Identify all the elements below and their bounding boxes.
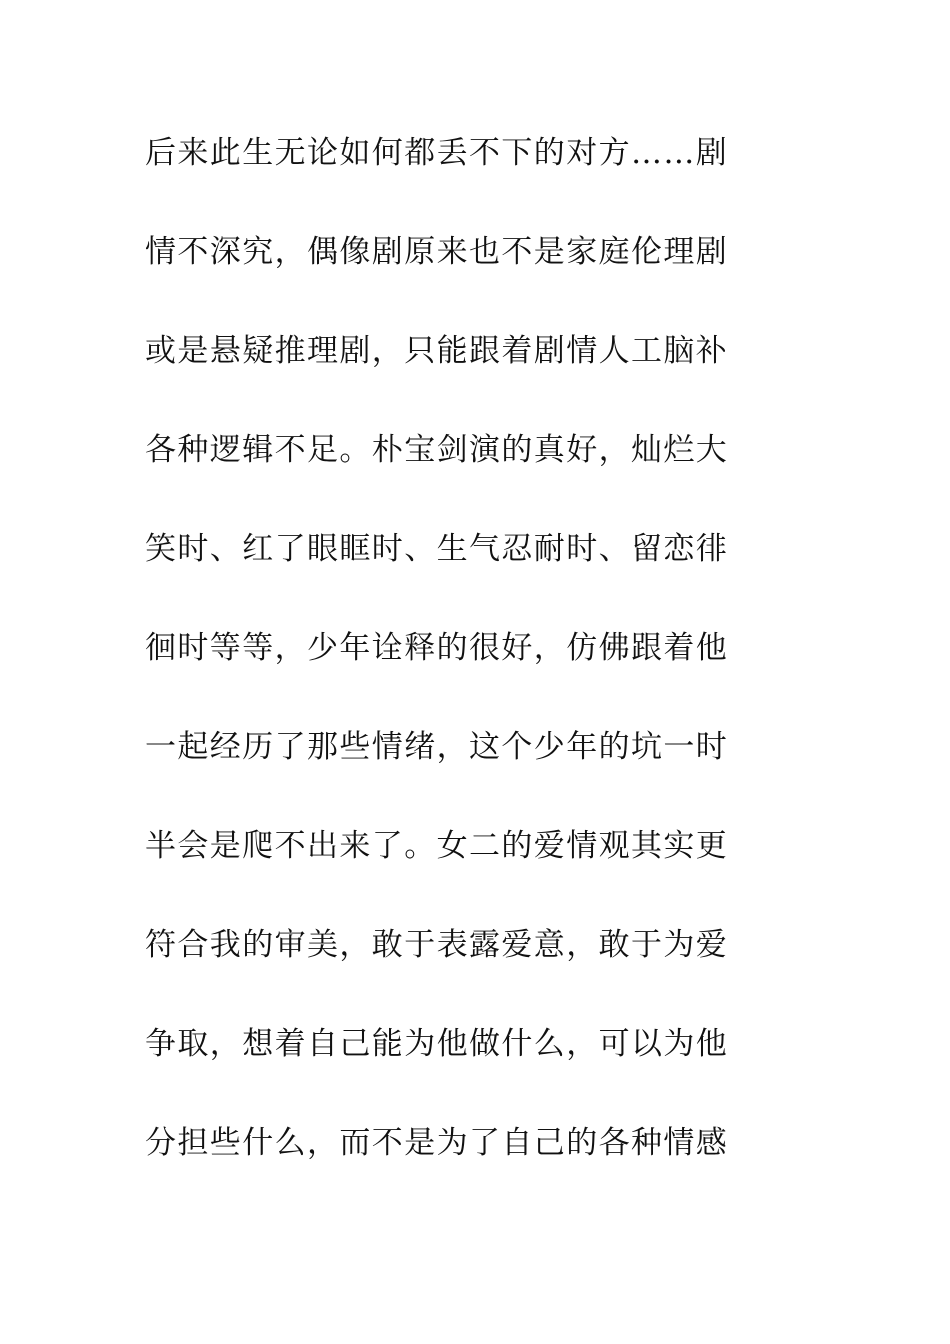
- text-line: 一起经历了那些情绪，这个少年的坑一时: [145, 729, 729, 765]
- text-line: 后来此生无论如何都丢不下的对方……剧: [145, 135, 729, 171]
- text-line: 分担些什么，而不是为了自己的各种情感: [145, 1125, 729, 1161]
- text-line: 徊时等等，少年诠释的很好，仿佛跟着他: [145, 630, 729, 666]
- text-line: 笑时、红了眼眶时、生气忍耐时、留恋徘: [145, 531, 729, 567]
- text-line: 符合我的审美，敢于表露爱意，敢于为爱: [145, 927, 729, 963]
- text-line: 各种逻辑不足。朴宝剑演的真好，灿烂大: [145, 432, 729, 468]
- text-line: 半会是爬不出来了。女二的爱情观其实更: [145, 828, 729, 864]
- text-line: 情不深究，偶像剧原来也不是家庭伦理剧: [145, 234, 729, 270]
- body-text: [145, 125, 785, 1214]
- text-line: 或是悬疑推理剧，只能跟着剧情人工脑补: [145, 333, 729, 369]
- text-line: 争取，想着自己能为他做什么，可以为他: [145, 1026, 729, 1062]
